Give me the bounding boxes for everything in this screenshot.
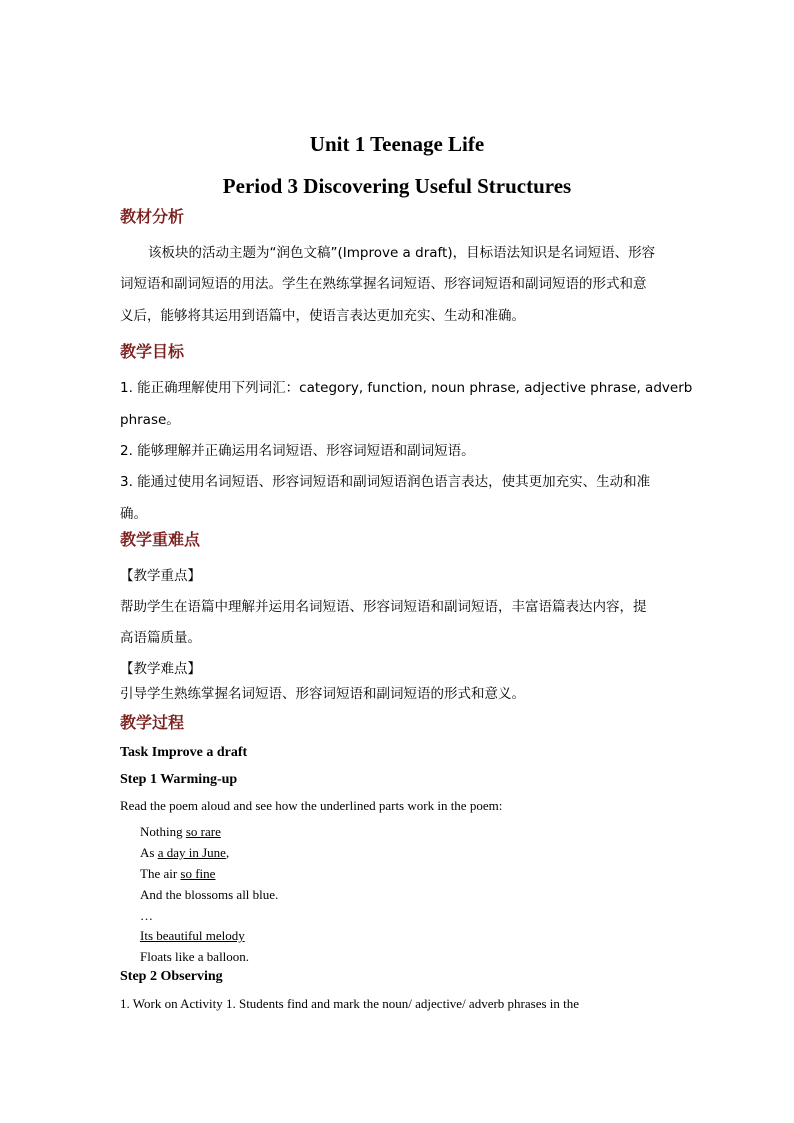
objective-item-2: 2. 能够理解并正确运用名词短语、形容词短语和副词短语。	[120, 443, 475, 459]
focus-text-line1: 帮助学生在语篇中理解并运用名词短语、形容词短语和副词短语，丰富语篇表达内容，提	[120, 599, 647, 615]
analysis-paragraph-line2: 词短语和副词短语的用法。学生在熟练掌握名词短语、形容词短语和副词短语的形式和意	[120, 276, 647, 292]
difficulty-text: 引导学生熟练掌握名词短语、形容词短语和副词短语的形式和意义。	[120, 686, 525, 702]
focus-text-line2: 高语篇质量。	[120, 630, 201, 646]
task-heading: Task Improve a draft	[120, 745, 248, 760]
objective-item-3-line2: 确。	[120, 506, 147, 522]
analysis-paragraph-line1: 该板块的活动主题为“润色文稿”(Improve a draft)，目标语法知识是名词短语、形容	[148, 245, 656, 261]
objective-item-1-line2: phrase。	[120, 412, 180, 428]
poem-text: The air	[140, 866, 181, 881]
section-heading-process: 教学过程	[120, 713, 185, 732]
activity-instruction: 1. Work on Activity 1. Students find and mark the noun/ adjective/ adverb phrases in the	[120, 996, 580, 1011]
objective-item-3-line1: 3. 能通过使用名词短语、形容词短语和副词短语润色语言表达，使其更加充实、生动和准	[120, 474, 651, 490]
poem-line-7: Floats like a balloon.	[140, 949, 250, 964]
section-heading-objectives: 教学目标	[120, 342, 185, 361]
period-title: Period 3 Discovering Useful Structures	[222, 174, 572, 198]
step-2-heading: Step 2 Observing	[120, 969, 223, 984]
section-heading-analysis: 教材分析	[120, 207, 185, 226]
poem-text: Nothing	[140, 824, 186, 839]
difficulty-label: 【教学难点】	[120, 661, 201, 677]
poem-line-4: And the blossoms all blue.	[140, 887, 279, 902]
focus-label: 【教学重点】	[120, 568, 201, 584]
poem-line-1	[140, 823, 221, 841]
objective-item-1-line1: 1. 能正确理解使用下列词汇：category, function, noun phrase, adjective phrase, adverb	[120, 380, 693, 396]
poem-text: ,	[225, 845, 230, 860]
unit-title: Unit 1 Teenage Life	[309, 132, 485, 156]
poem-underlined-phrase: Its beautiful melody	[140, 928, 245, 943]
poem-line-ellipsis: …	[140, 908, 153, 923]
poem-underlined-phrase: a day in June	[157, 845, 226, 860]
poem-underlined-phrase: so rare	[185, 824, 221, 839]
poem-text: As	[140, 845, 158, 860]
section-heading-key-points: 教学重难点	[120, 530, 201, 549]
poem-underlined-phrase: so fine	[180, 866, 216, 881]
poem-line-3	[140, 865, 215, 883]
analysis-paragraph-line3: 义后，能够将其运用到语篇中，使语言表达更加充实、生动和准确。	[120, 308, 525, 324]
poem-instruction: Read the poem aloud and see how the underlined parts work in the poem:	[120, 798, 503, 813]
step-1-heading: Step 1 Warming-up	[120, 772, 238, 787]
poem-line-6	[140, 927, 245, 945]
poem-line-2	[140, 844, 229, 862]
